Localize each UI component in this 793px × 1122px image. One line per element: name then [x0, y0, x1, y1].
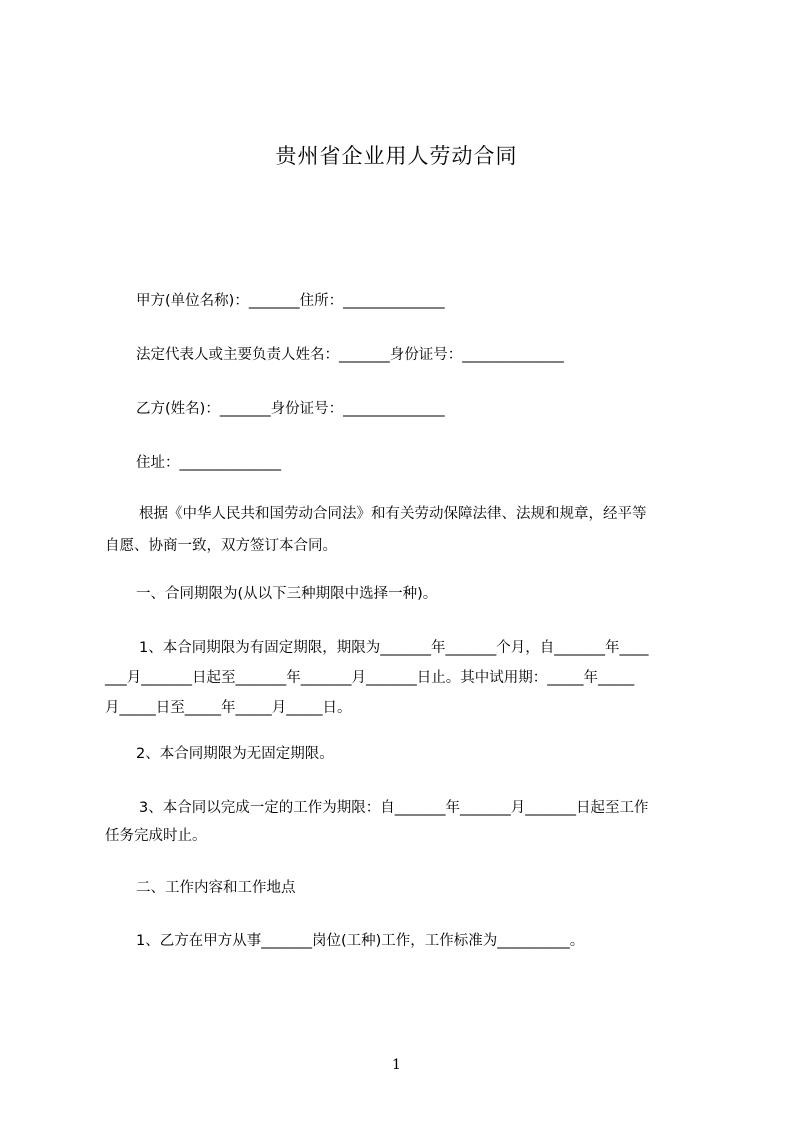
document-title: 贵州省企业用人劳动合同 — [275, 144, 518, 168]
work-content-line: 1、乙方在甲方从事_______岗位(工种)工作，工作标准为__________。 — [136, 933, 585, 949]
party-b-line: 乙方(姓名)：_______身份证号：______________ — [136, 401, 445, 417]
legal-representative-line: 法定代表人或主要负责人姓名：_______身份证号：______________ — [136, 347, 564, 363]
term-3-line-1: 3、本合同以完成一定的工作为期限：自_______年_______月_______日起至工作 — [139, 800, 649, 816]
term-1-line-3: 月_____日至_____年_____月_____日。 — [105, 700, 352, 716]
section-1-heading: 一、合同期限为(从以下三种期限中选择一种)。 — [136, 586, 438, 602]
section-2-heading: 二、工作内容和工作地点 — [136, 880, 296, 896]
term-3-line-2: 任务完成时止。 — [105, 828, 207, 844]
preamble-line-2: 自愿、协商一致，双方签订本合同。 — [105, 538, 337, 554]
preamble-line-1: 根据《中华人民共和国劳动合同法》和有关劳动保障法律、法规和规章，经平等 — [139, 506, 647, 522]
page-number: 1 — [392, 1057, 401, 1073]
term-1-line-1: 1、本合同期限为有固定期限，期限为_______年_______个月，自_______年____ — [139, 640, 649, 656]
party-a-line: 甲方(单位名称)：_______住所：______________ — [136, 293, 445, 309]
term-2: 2、本合同期限为无固定期限。 — [136, 746, 334, 762]
term-1-line-2: ___月_______日起至_______年_______月_______日止。其中试用期：_____年_____ — [105, 670, 635, 686]
address-line: 住址：______________ — [136, 455, 281, 471]
